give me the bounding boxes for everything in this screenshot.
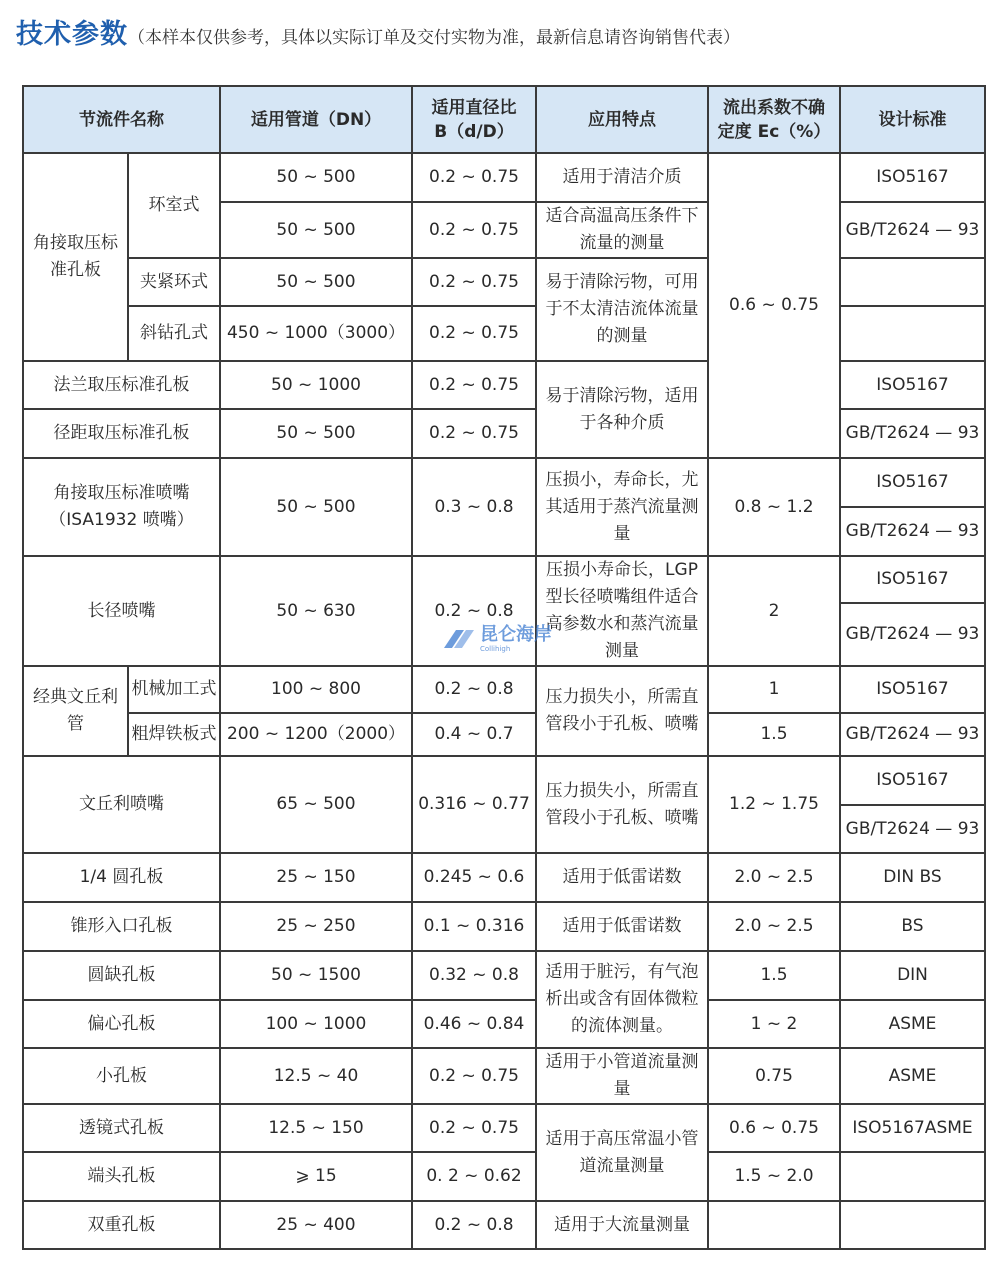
cell-ec: 0.75 <box>708 1048 840 1104</box>
table-row <box>23 361 985 409</box>
cell-feature: 适用于小管道流量测量 <box>536 1048 708 1104</box>
row-name: 偏心孔板 <box>23 1000 220 1048</box>
table-row <box>23 1000 985 1048</box>
row-name: 长径喷嘴 <box>23 556 220 666</box>
cell-ec <box>708 1201 840 1249</box>
header-row <box>23 86 985 153</box>
row-name: 夹紧环式 <box>128 258 220 306</box>
cell-feature: 适用于大流量测量 <box>536 1201 708 1249</box>
cell-feature: 易于清除污物，适用于各种介质 <box>536 361 708 458</box>
cell-beta: 0.46 ~ 0.84 <box>412 1000 536 1048</box>
cell-beta: 0.1 ~ 0.316 <box>412 902 536 951</box>
col-header-beta: 适用直径比 B（d/D） <box>412 86 536 153</box>
cell-feature: 适用于低雷诺数 <box>536 853 708 902</box>
cell-standard: ISO5167 <box>840 153 985 202</box>
cell-ec: 2.0 ~ 2.5 <box>708 853 840 902</box>
cell-standard: ASME <box>840 1000 985 1048</box>
cell-standard <box>840 306 985 361</box>
cell-standard: GB/T2624 — 93 <box>840 202 985 258</box>
watermark-text: 昆仑海岸 <box>480 624 552 645</box>
cell-standard: ISO5167 <box>840 666 985 713</box>
cell-standard: GB/T2624 — 93 <box>840 805 985 853</box>
cell-standard: ISO5167 <box>840 458 985 507</box>
cell-pipe: 450 ~ 1000（3000） <box>220 306 412 361</box>
cell-pipe: 25 ~ 150 <box>220 853 412 902</box>
cell-standard: DIN <box>840 951 985 1000</box>
col-header-name: 节流件名称 <box>23 86 220 153</box>
cell-feature: 适用于脏污，有气泡析出或含有固体微粒的流体测量。 <box>536 951 708 1048</box>
cell-feature: 适用于低雷诺数 <box>536 902 708 951</box>
row-name: 锥形入口孔板 <box>23 902 220 951</box>
cell-pipe: 50 ~ 1500 <box>220 951 412 1000</box>
cell-beta: 0.245 ~ 0.6 <box>412 853 536 902</box>
row-name: 透镜式孔板 <box>23 1104 220 1152</box>
table-row <box>23 1104 985 1152</box>
col-header-ec: 流出系数不确 定度 Ec（%） <box>708 86 840 153</box>
cell-standard <box>840 1152 985 1201</box>
cell-pipe: 50 ~ 630 <box>220 556 412 666</box>
cell-pipe: 50 ~ 500 <box>220 258 412 306</box>
spec-table <box>22 85 986 1250</box>
cell-standard: ISO5167 <box>840 556 985 603</box>
cell-beta: 0.3 ~ 0.8 <box>412 458 536 556</box>
disclaimer-note: （本样本仅供参考，具体以实际订单及交付实物为准，最新信息请咨询销售代表） <box>128 28 740 48</box>
row-name: 粗焊铁板式 <box>128 713 220 756</box>
cell-pipe: 25 ~ 250 <box>220 902 412 951</box>
cell-pipe: 100 ~ 1000 <box>220 1000 412 1048</box>
table-row <box>23 666 985 713</box>
row-name: 角接取压标准喷嘴 （ISA1932 喷嘴） <box>23 458 220 556</box>
cell-ec: 2 <box>708 556 840 666</box>
table-row <box>23 458 985 507</box>
cell-pipe: 50 ~ 500 <box>220 202 412 258</box>
row-name: 小孔板 <box>23 1048 220 1104</box>
cell-standard: ISO5167 <box>840 361 985 409</box>
cell-beta: 0.2 ~ 0.75 <box>412 202 536 258</box>
cell-pipe: 12.5 ~ 150 <box>220 1104 412 1152</box>
cell-ec: 1.2 ~ 1.75 <box>708 756 840 853</box>
cell-standard: BS <box>840 902 985 951</box>
cell-beta: 0.2 ~ 0.75 <box>412 361 536 409</box>
table-row <box>23 951 985 1000</box>
row-name: 径距取压标准孔板 <box>23 409 220 458</box>
cell-pipe: 200 ~ 1200（2000） <box>220 713 412 756</box>
table-row <box>23 153 985 202</box>
row-name: 圆缺孔板 <box>23 951 220 1000</box>
cell-feature: 易于清除污物，可用于不太清洁流体流量的测量 <box>536 258 708 361</box>
cell-beta: 0.316 ~ 0.77 <box>412 756 536 853</box>
row-name: 1/4 圆孔板 <box>23 853 220 902</box>
cell-pipe: 50 ~ 500 <box>220 153 412 202</box>
table-row <box>23 713 985 756</box>
cell-beta: 0.2 ~ 0.75 <box>412 258 536 306</box>
col-header-standard: 设计标准 <box>840 86 985 153</box>
table-row <box>23 1152 985 1201</box>
cell-pipe: ⩾ 15 <box>220 1152 412 1201</box>
table-row <box>23 1048 985 1104</box>
cell-ec: 0.6 ~ 0.75 <box>708 1104 840 1152</box>
cell-ec: 1 <box>708 666 840 713</box>
group-name-venturi-tube: 经典文丘利管 <box>23 666 128 756</box>
cell-ec: 1.5 <box>708 713 840 756</box>
row-name: 端头孔板 <box>23 1152 220 1201</box>
cell-pipe: 100 ~ 800 <box>220 666 412 713</box>
watermark-subtext: Collihigh <box>480 645 511 653</box>
cell-feature: 压力损失小，所需直管段小于孔板、喷嘴 <box>536 756 708 853</box>
cell-standard: GB/T2624 — 93 <box>840 713 985 756</box>
cell-feature: 压损小寿命长，LGP型长径喷嘴组件适合高参数水和蒸汽流量测量 <box>536 556 708 666</box>
table-row <box>23 853 985 902</box>
col-header-feature: 应用特点 <box>536 86 708 153</box>
cell-pipe: 25 ~ 400 <box>220 1201 412 1249</box>
row-name: 法兰取压标准孔板 <box>23 361 220 409</box>
cell-standard: DIN BS <box>840 853 985 902</box>
row-name: 双重孔板 <box>23 1201 220 1249</box>
cell-beta: 0.2 ~ 0.75 <box>412 153 536 202</box>
cell-beta: 0.2 ~ 0.75 <box>412 1048 536 1104</box>
row-name: 文丘利喷嘴 <box>23 756 220 853</box>
cell-pipe: 50 ~ 1000 <box>220 361 412 409</box>
col-header-pipe: 适用管道（DN） <box>220 86 412 153</box>
cell-beta: 0. 2 ~ 0.62 <box>412 1152 536 1201</box>
cell-beta: 0.2 ~ 0.8 <box>412 1201 536 1249</box>
cell-standard: ISO5167ASME <box>840 1104 985 1152</box>
cell-feature: 适用于清洁介质 <box>536 153 708 202</box>
cell-ec: 2.0 ~ 2.5 <box>708 902 840 951</box>
cell-beta: 0.2 ~ 0.75 <box>412 1104 536 1152</box>
table-row <box>23 902 985 951</box>
row-name: 机械加工式 <box>128 666 220 713</box>
cell-pipe: 50 ~ 500 <box>220 409 412 458</box>
cell-beta: 0.2 ~ 0.75 <box>412 306 536 361</box>
cell-standard: ISO5167 <box>840 756 985 805</box>
cell-beta: 0.2 ~ 0.8 <box>412 556 536 666</box>
table-row <box>23 556 985 603</box>
cell-feature: 压力损失小，所需直管段小于孔板、喷嘴 <box>536 666 708 756</box>
cell-pipe: 12.5 ~ 40 <box>220 1048 412 1104</box>
cell-beta: 0.2 ~ 0.75 <box>412 409 536 458</box>
cell-ec: 0.8 ~ 1.2 <box>708 458 840 556</box>
table-row <box>23 409 985 458</box>
cell-beta: 0.2 ~ 0.8 <box>412 666 536 713</box>
table-row <box>23 756 985 805</box>
cell-standard: GB/T2624 — 93 <box>840 507 985 556</box>
cell-beta: 0.32 ~ 0.8 <box>412 951 536 1000</box>
cell-ec: 1.5 <box>708 951 840 1000</box>
page-title: 技术参数 <box>16 19 128 50</box>
cell-beta: 0.4 ~ 0.7 <box>412 713 536 756</box>
cell-feature: 适合高温高压条件下流量的测量 <box>536 202 708 258</box>
cell-standard: ASME <box>840 1048 985 1104</box>
cell-ec: 1.5 ~ 2.0 <box>708 1152 840 1201</box>
cell-pipe: 65 ~ 500 <box>220 756 412 853</box>
cell-ec: 0.6 ~ 0.75 <box>708 153 840 458</box>
page-header <box>16 12 740 48</box>
cell-pipe: 50 ~ 500 <box>220 458 412 556</box>
table-row <box>23 1201 985 1249</box>
table-row <box>23 306 985 361</box>
row-name: 环室式 <box>128 153 220 258</box>
cell-standard: GB/T2624 — 93 <box>840 409 985 458</box>
row-name: 斜钻孔式 <box>128 306 220 361</box>
cell-standard: GB/T2624 — 93 <box>840 603 985 666</box>
table-row <box>23 258 985 306</box>
cell-standard <box>840 1201 985 1249</box>
cell-ec: 1 ~ 2 <box>708 1000 840 1048</box>
cell-standard <box>840 258 985 306</box>
cell-feature: 适用于高压常温小管道流量测量 <box>536 1104 708 1201</box>
group-name-corner-plate: 角接取压标准孔板 <box>23 153 128 361</box>
cell-feature: 压损小，寿命长，尤其适用于蒸汽流量测量 <box>536 458 708 556</box>
